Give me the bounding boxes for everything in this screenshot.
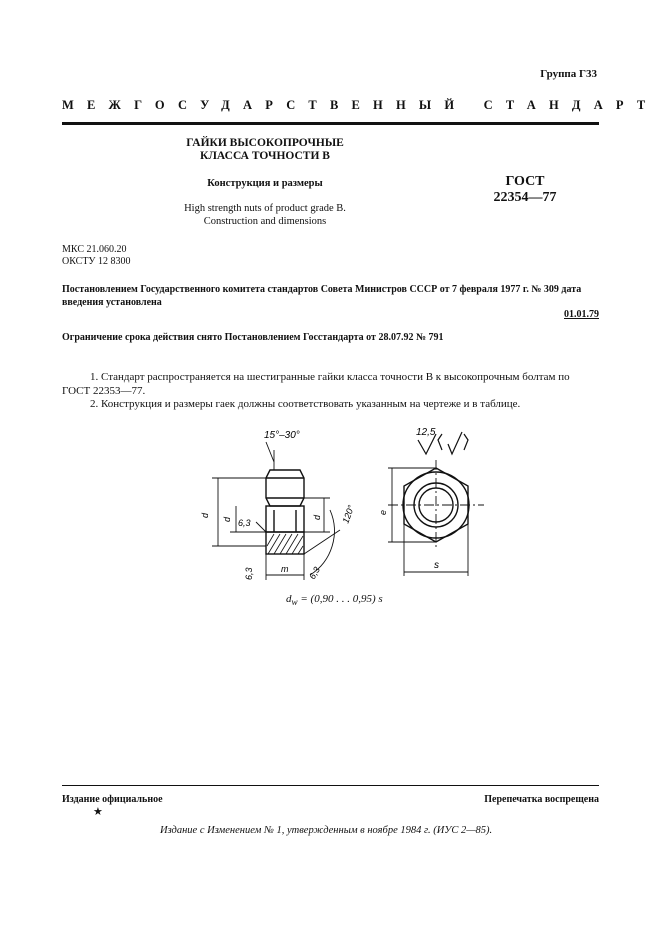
roughness-63-label: 6,3 [238,518,251,528]
title-ru-line1: ГАЙКИ ВЫСОКОПРОЧНЫЕ [186,137,344,149]
roughness-63-bottom-right: 6,3 [307,565,322,581]
official-edition: Издание официальное [62,794,163,805]
paragraph-1: 1. Стандарт распространяется на шестигранные гайки класса точности В к высокопрочным болтам по ГОСТ 22353—77. [62,371,570,397]
formula-sub: w [291,597,298,608]
roughness-63-bottom-left: 6,3 [244,567,254,580]
restriction-text: Ограничение срока действия снято Постановлением Госстандарта от 28.07.92 № 791 [62,332,444,343]
title-en-line2: Construction and dimensions [203,216,327,227]
star-icon: ★ [93,806,103,818]
classification-codes [62,244,131,268]
e-label: e [378,509,388,515]
decree-text: Постановлением Государственного комитета стандартов Совета Министров СССР от 7 февраля 1977 г. № 309 дата введения установлена [62,284,582,308]
gost-number: 22354—77 [493,190,557,205]
formula-rhs: = (0,90 . . . 0,95) s [297,593,383,605]
okstu-code: ОКСТУ 12 8300 [62,256,131,267]
nut-drawing [190,420,510,590]
diameter-formula [286,593,383,607]
gost-name: ГОСТ [505,174,545,189]
reprint-prohibited: Перепечатка воспрещена [484,794,599,805]
dw-label: d [200,512,210,518]
title-en-line1: High strength nuts of product grade B. [184,203,346,214]
group-code: Группа Г33 [540,68,597,80]
footer-rule [62,785,599,786]
s-label: s [434,560,439,571]
formula-lhs: d [286,593,292,605]
title-ru [150,137,380,163]
amendment-note: Издание с Изменением № 1, утвержденным в ноябре 1984 г. (ИУС 2—85). [160,825,493,836]
angle-120-label: 120° [340,503,357,525]
d-label: d [222,516,232,522]
effective-date: 01.01.79 [564,309,599,320]
paragraph-2: 2. Конструкция и размеры гаек должны соответствовать указанным на чертеже и в таблице. [90,398,521,410]
subtitle-ru: Конструкция и размеры [207,178,323,189]
da-label: d [312,514,322,520]
roughness-125-label: 12,5 [416,427,436,438]
title-ru-line2: КЛАССА ТОЧНОСТИ В [200,150,330,162]
mks-code: МКС 21.060.20 [62,244,127,255]
standard-banner: МЕЖГОСУДАРСТВЕННЫЙ СТАНДАРТ [62,98,659,112]
title-en [150,202,380,228]
m-label: m [281,564,289,574]
header-rule [62,122,599,125]
gost-designation [470,174,580,206]
chamfer-angle-label: 15°–30° [264,430,300,441]
